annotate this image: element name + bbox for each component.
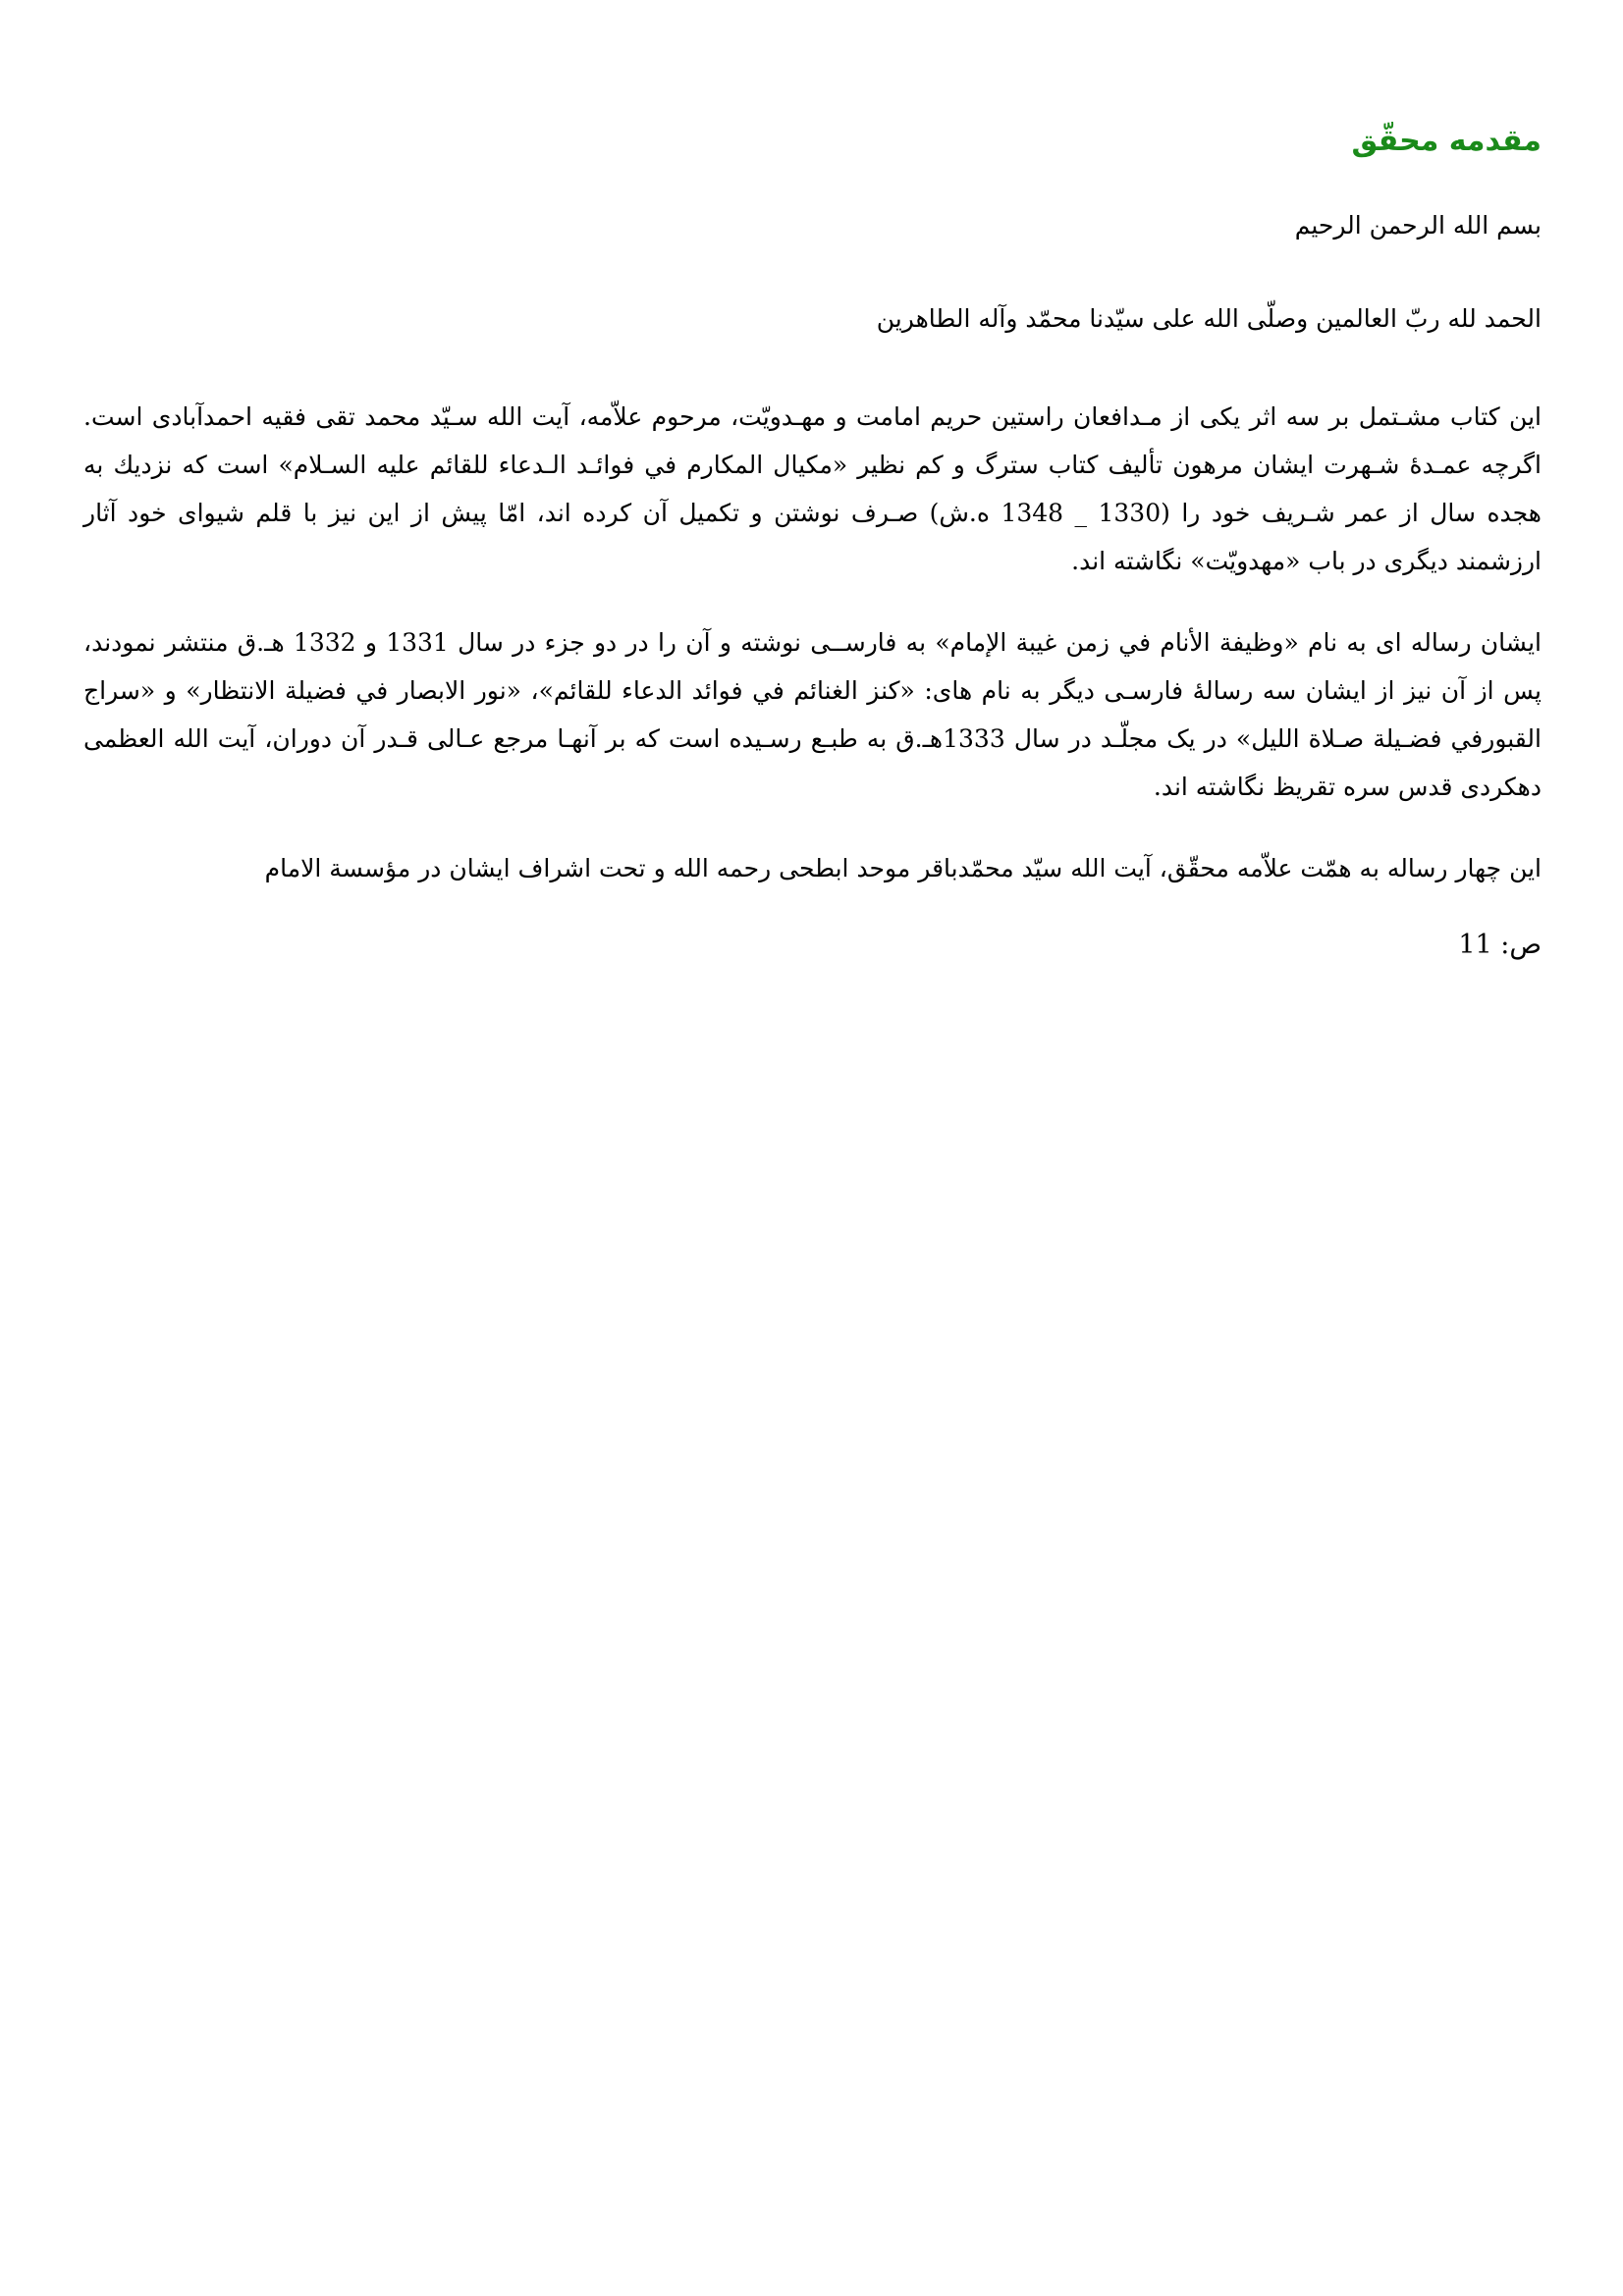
- basmala-line: بسم الله الرحمن الرحيم: [1294, 211, 1542, 240]
- paragraph-2: ايشان رساله اى به نام «وظيفة الأنام في زمن غيبة الإمام» به فارســى نوشته و آن را در دو جزء در سال 1331 و 1332 ه‍ـ.ق منتشر نمودند، پس از آن نيز از ايشان سه رسالهٔ فارسـى ديگر به نام هاى: «كنز الغنائم في فوائد الدعاء للقائم»، «نور الابصار في فضيلة الانتظار» و «سراج القبورفي فضـيلة صـلاة الليل» در يک مجلّـد در سال 1333ه‍ـ.ق به طبـع رسـيده است كه بر آنهـا مرجع عـالى قـدر آن دوران، آيت الله العظمى دهكردى قدس سره تقريظ نگاشته اند.: [83, 628, 1542, 801]
- section-heading: مقدمه محقّق: [1351, 124, 1542, 158]
- document-page: [83, 118, 1542, 965]
- paragraph-3: اين چهار رساله به همّت علاّمه محقّق، آيت الله سيّد محمّدباقر موحد ابطحى رحمه الله و تحت اشراف ايشان در مؤسسة الامام: [264, 854, 1542, 882]
- paragraph-1: اين كتاب مشـتمل بر سه اثر يكى از مـدافعان راستين حريم امامت و مهـدويّت، مرحوم علاّمه، آيت الله سـيّد محمد تقى فقيه احمدآبادى است. اگرچه عمـدهٔ شـهرت ايشان مرهون تأليف كتاب سترگ و كم نظير «مكيال المكارم في فوائـد الـدعاء للقائم عليه السـلام» است كه نزديك به هجده سال از عمر شـريف خود را (1330 _ 1348 ه.ش) صـرف نوشتن و تكميل آن كرده اند، امّا پيش از اين نيز با قلم شيواى خود آثار ارزشمند ديگرى در باب «مهدويّت» نگاشته اند.: [83, 402, 1542, 575]
- page-number: ص: 11: [1458, 930, 1542, 960]
- hamd-line: الحمد لله ربّ العالمين وصلّى الله على سيّدنا محمّد وآله الطاهرين: [876, 304, 1542, 333]
